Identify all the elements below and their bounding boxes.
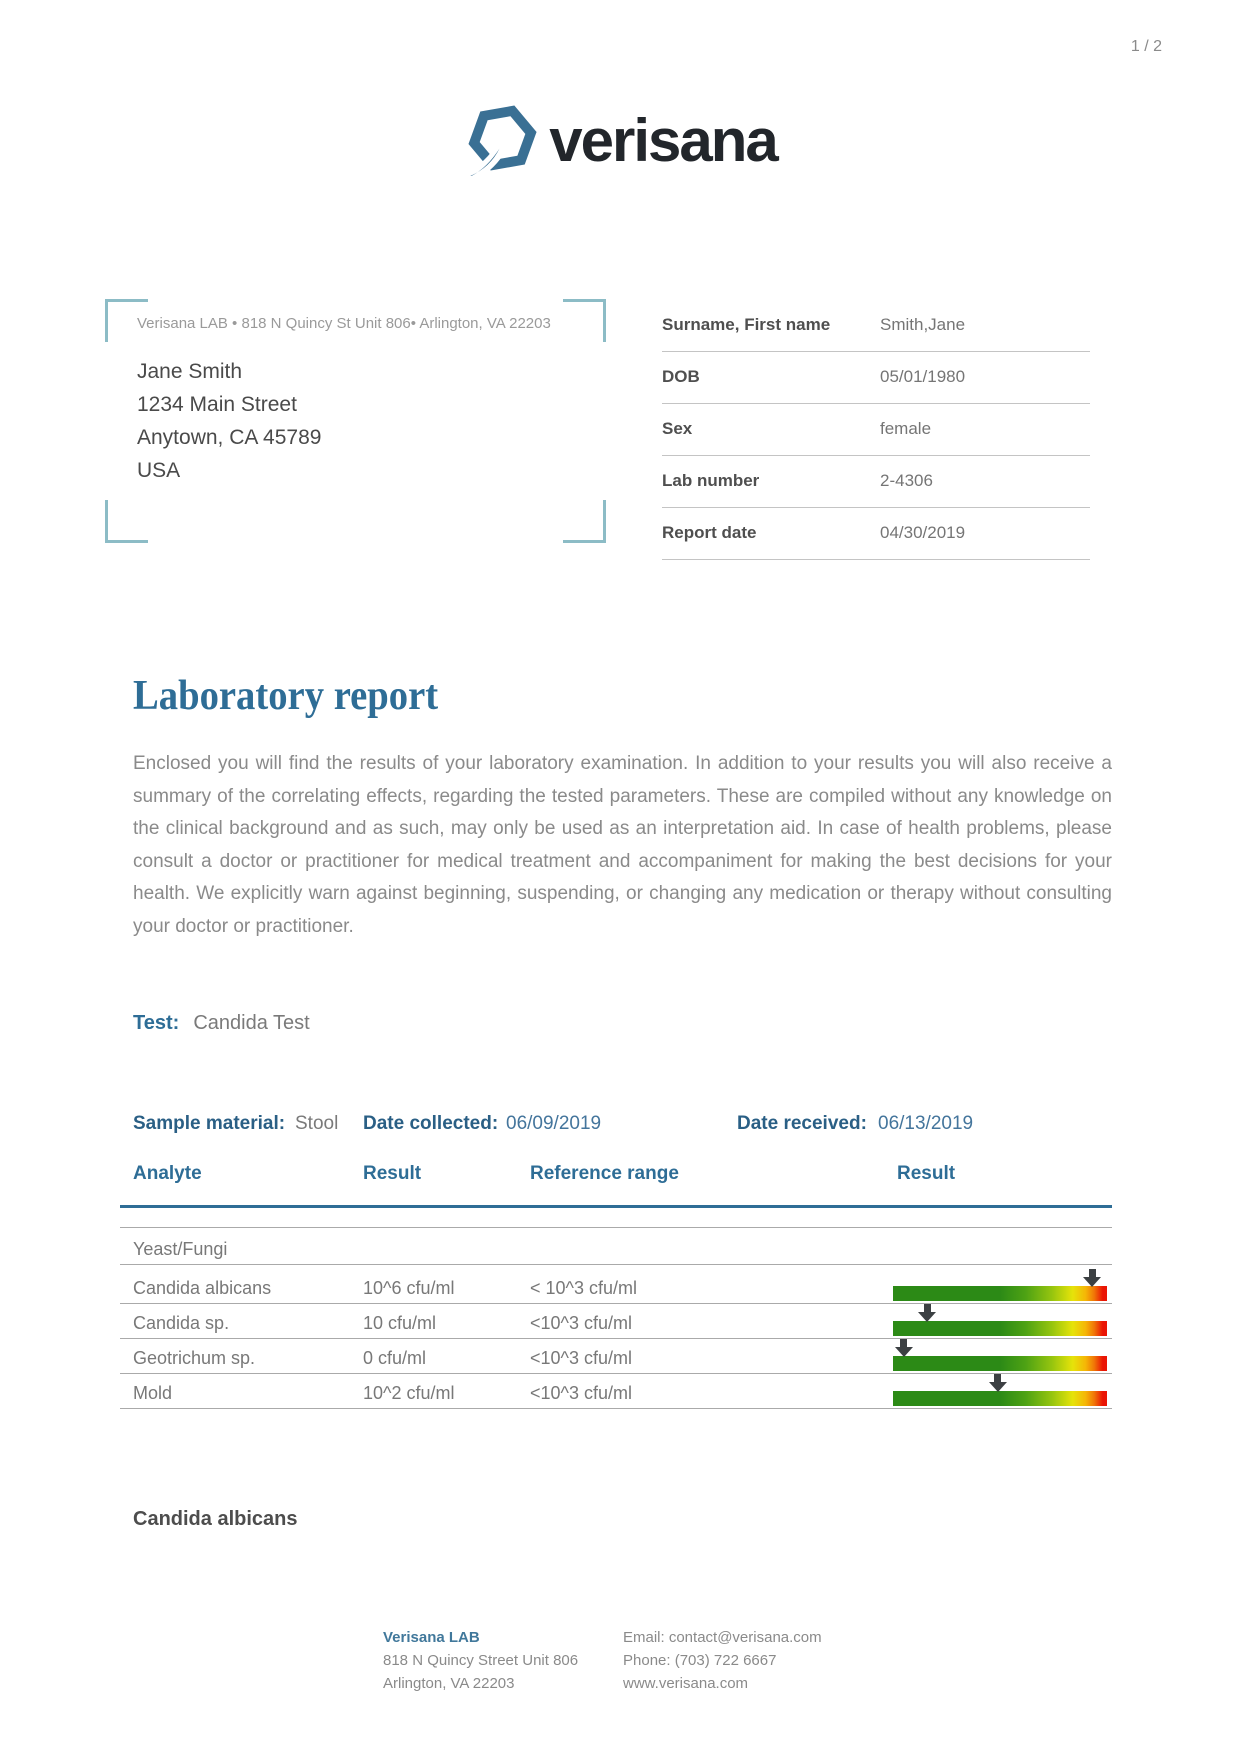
patient-info-row [662, 404, 1090, 456]
result-gradient-bar [893, 1391, 1107, 1406]
lab-number-value: 2-4306 [880, 471, 933, 490]
analyte-cell: Mold [133, 1383, 173, 1403]
sex-value: female [880, 419, 932, 438]
result-marker-arrow-icon [918, 1304, 936, 1322]
footer-street: 818 N Quincy Street Unit 806 [383, 1652, 579, 1669]
results-table [120, 1155, 1112, 1415]
recipient-name: Jane Smith [137, 360, 243, 383]
recipient-country: USA [137, 459, 181, 482]
result-marker-arrow-icon [895, 1339, 913, 1357]
date-received-value: 06/13/2019 [878, 1113, 974, 1134]
column-header-analyte: Analyte [133, 1163, 202, 1184]
patient-name-label: Surname, First name [662, 315, 831, 334]
recipient-address [137, 355, 321, 487]
patient-info-row [662, 508, 1090, 560]
table-divider [120, 1408, 1112, 1409]
result-cell: 0 cfu/ml [363, 1348, 427, 1368]
table-divider [120, 1227, 1112, 1228]
date-collected-value: 06/09/2019 [506, 1113, 602, 1134]
dob-value: 05/01/1980 [880, 367, 966, 386]
patient-info-row [662, 456, 1090, 508]
dob-label: DOB [662, 367, 700, 386]
patient-info-row [662, 300, 1090, 352]
analyte-cell: Geotrichum sp. [133, 1348, 256, 1368]
footer-phone: Phone: (703) 722 6667 [623, 1652, 777, 1669]
analyte-cell: Candida sp. [133, 1313, 230, 1333]
date-received-label: Date received: [737, 1113, 867, 1134]
column-header-reference-range: Reference range [530, 1163, 679, 1184]
patient-name-value: Smith,Jane [880, 315, 966, 334]
reference-range-cell: <10^3 cfu/ml [530, 1383, 632, 1403]
table-header-rule [120, 1205, 1112, 1208]
lab-number-label: Lab number [662, 471, 760, 490]
report-date-value: 04/30/2019 [880, 523, 966, 542]
address-window-corner-icon [563, 500, 606, 543]
page-number: 1 / 2 [1130, 38, 1162, 55]
gradient-bar [893, 1321, 1107, 1336]
table-divider [120, 1303, 1112, 1304]
address-window-corner-icon [105, 500, 148, 543]
section-heading-candida-albicans: Candida albicans [133, 1508, 298, 1530]
patient-info-row [662, 352, 1090, 404]
test-line [133, 1012, 310, 1035]
column-header-result: Result [363, 1163, 422, 1184]
footer-lab-name: Verisana LAB [383, 1629, 480, 1646]
footer-contact [623, 1626, 822, 1695]
sender-return-address: Verisana LAB • 818 N Quincy St Unit 806• Arlington, VA 22203 [137, 315, 551, 332]
table-divider [120, 1338, 1112, 1339]
column-header-result-bar: Result [897, 1163, 956, 1184]
table-divider [120, 1373, 1112, 1374]
logo-wordmark: verisana [549, 106, 777, 174]
report-intro-paragraph: Enclosed you will find the results of your laboratory examination. In addition to your results you will also receive a summary of the correlating effects, regarding the tested parameters. These are compiled without any knowledge on the clinical background and as such, may only be used as an interpretation aid. In case of health problems, please consult a doctor or practitioner for medical treatment and accompaniment for making the best decisions for your health. We explicitly warn against beginning, suspending, or changing any medication or therapy without consulting your doctor or practitioner. [133, 753, 1112, 937]
gradient-bar [893, 1391, 1107, 1406]
reference-range-cell: <10^3 cfu/ml [530, 1313, 632, 1333]
test-label: Test: [133, 1012, 180, 1034]
result-cell: 10^6 cfu/ml [363, 1278, 455, 1298]
analyte-cell: Candida albicans [133, 1278, 272, 1298]
address-window-corner-icon [563, 299, 606, 342]
result-cell: 10 cfu/ml [363, 1313, 437, 1333]
recipient-street: 1234 Main Street [137, 393, 297, 416]
footer-email: Email: contact@verisana.com [623, 1629, 822, 1646]
result-marker-arrow-icon [989, 1374, 1007, 1392]
section-row-yeast-fungi: Yeast/Fungi [133, 1239, 228, 1259]
recipient-city: Anytown, CA 45789 [137, 426, 322, 449]
footer-city: Arlington, VA 22203 [383, 1675, 515, 1692]
footer-website: www.verisana.com [623, 1675, 749, 1692]
date-collected-label: Date collected: [363, 1113, 499, 1134]
patient-info-table [662, 300, 1090, 560]
verisana-logo [0, 100, 1240, 181]
sample-material-value: Stool [295, 1113, 339, 1134]
gradient-bar [893, 1356, 1107, 1371]
footer-lab-address [383, 1626, 578, 1695]
reference-range-cell: < 10^3 cfu/ml [530, 1278, 637, 1298]
table-divider [120, 1264, 1112, 1265]
result-marker-arrow-icon [1083, 1269, 1101, 1287]
gradient-bar [893, 1286, 1107, 1301]
test-name: Candida Test [193, 1012, 310, 1034]
page-title: Laboratory report [133, 673, 439, 719]
result-gradient-bar [893, 1356, 1107, 1371]
report-date-label: Report date [662, 523, 757, 542]
sex-label: Sex [662, 419, 693, 438]
result-gradient-bar [893, 1321, 1107, 1336]
reference-range-cell: <10^3 cfu/ml [530, 1348, 632, 1368]
result-cell: 10^2 cfu/ml [363, 1383, 455, 1403]
sample-material-label: Sample material: [133, 1113, 286, 1134]
hexagon-leaf-logo-icon [463, 100, 539, 181]
result-gradient-bar [893, 1286, 1107, 1301]
